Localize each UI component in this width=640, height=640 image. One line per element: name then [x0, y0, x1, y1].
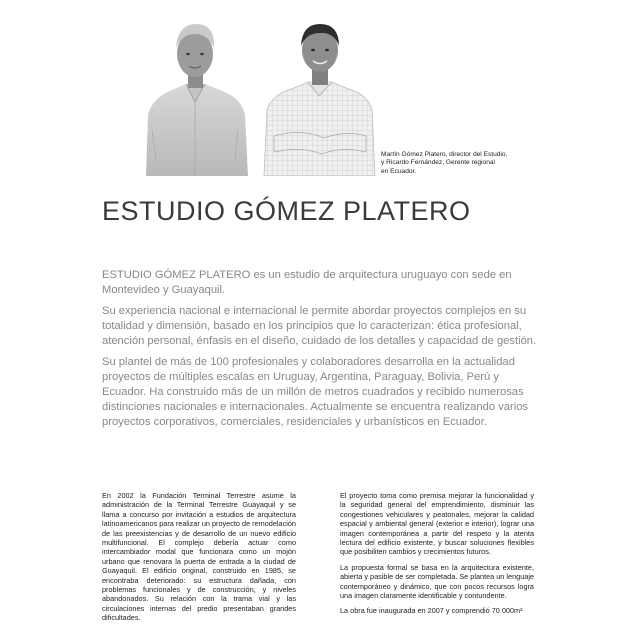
intro-paragraph-3: Su plantel de más de 100 profesionales y colaboradores desarrolla en la actualidad proyectos de múltiples escalas en Uruguay, Argentina, Paraguay, Bolivia, Perú y Ecuador. Ha construido más de un millón de metros cuadrados y recibido numerosas distinciones nacionales e internacionales. Actualmente se encuentra realizando varios proyectos corporativos, comerciales, residenciales y urbanísticos en Ecuador. [102, 356, 529, 428]
intro-paragraph-2: Su experiencia nacional e internacional le permite abordar proyectos complejos en su totalidad y dimensión, basado en los principios que lo caracterizan: ética profesional, atención personal, énfasis en el diseño, cuidado de los detalles y capacidad de gestión. [102, 305, 537, 347]
body-column-right [340, 491, 534, 622]
intro-text [102, 268, 538, 436]
photo-martin-gomez-platero [138, 10, 253, 176]
photo-caption [381, 151, 551, 176]
page-title: ESTUDIO GÓMEZ PLATERO [102, 196, 471, 226]
right-paragraph-3: La obra fue inaugurada en 2007 y comprendió 70 000m² [340, 606, 523, 616]
left-paragraph-1: En 2002 la Fundación Terminal Terrestre asume la administración de la Terminal Terrestre Guayaquil y se llama a concurso por invitación a estudios de arquitectura latinoamericanos para realizar un proyecto de remodelación de las preexistencias y de desarrollo de un nuevo edificio multifuncional. El complejo debería actuar como intercambiador modal que funcionara como un mojón urbano que renovara la puerta de entrada a la ciudad de Guayaquil. El edificio original, construido en 1985, se encontraba deteriorado: su estructura dañada, con problemas funcionales y de construcción, y niveles abandonados. Su relación con la trama vial y las circulaciones internas del predio presentaban grandes dificultades. [102, 491, 296, 623]
photo-ricardo-fernandez [262, 10, 377, 176]
right-paragraph-2: La propuesta formal se basa en la arquitectura existente, abierta y pasible de ser completada. Se plantea un lenguaje contemporáneo y dinámico, que con pocos recursos logra una imagen claramente identificable y contundente. [340, 562, 534, 601]
caption-line-1: Martín Gómez Platero, director del Estudio, [381, 151, 508, 158]
intro-paragraph-1: ESTUDIO GÓMEZ PLATERO es un estudio de arquitectura uruguayo con sede en Montevideo y Guayaquil. [102, 269, 512, 296]
portrait-image [262, 10, 377, 176]
body-column-left [102, 491, 296, 629]
caption-line-2: y Ricardo Fernández, Gerente regional [381, 159, 495, 167]
right-paragraph-1: El proyecto toma como premisa mejorar la funcionalidad y la seguridad general del emprendimiento, disminuir las congestiones vehiculares y peatonales, mejorar la calidad espacial y ambiental general (exterior e interior), lograr una imagen contemporánea a partir del respeto y la atenta lectura del edificio existente, y buscar soluciones flexibles que posibiliten cambios y crecimientos futuros. [340, 491, 534, 557]
portrait-image [138, 10, 253, 176]
caption-line-3: en Ecuador. [381, 167, 417, 175]
